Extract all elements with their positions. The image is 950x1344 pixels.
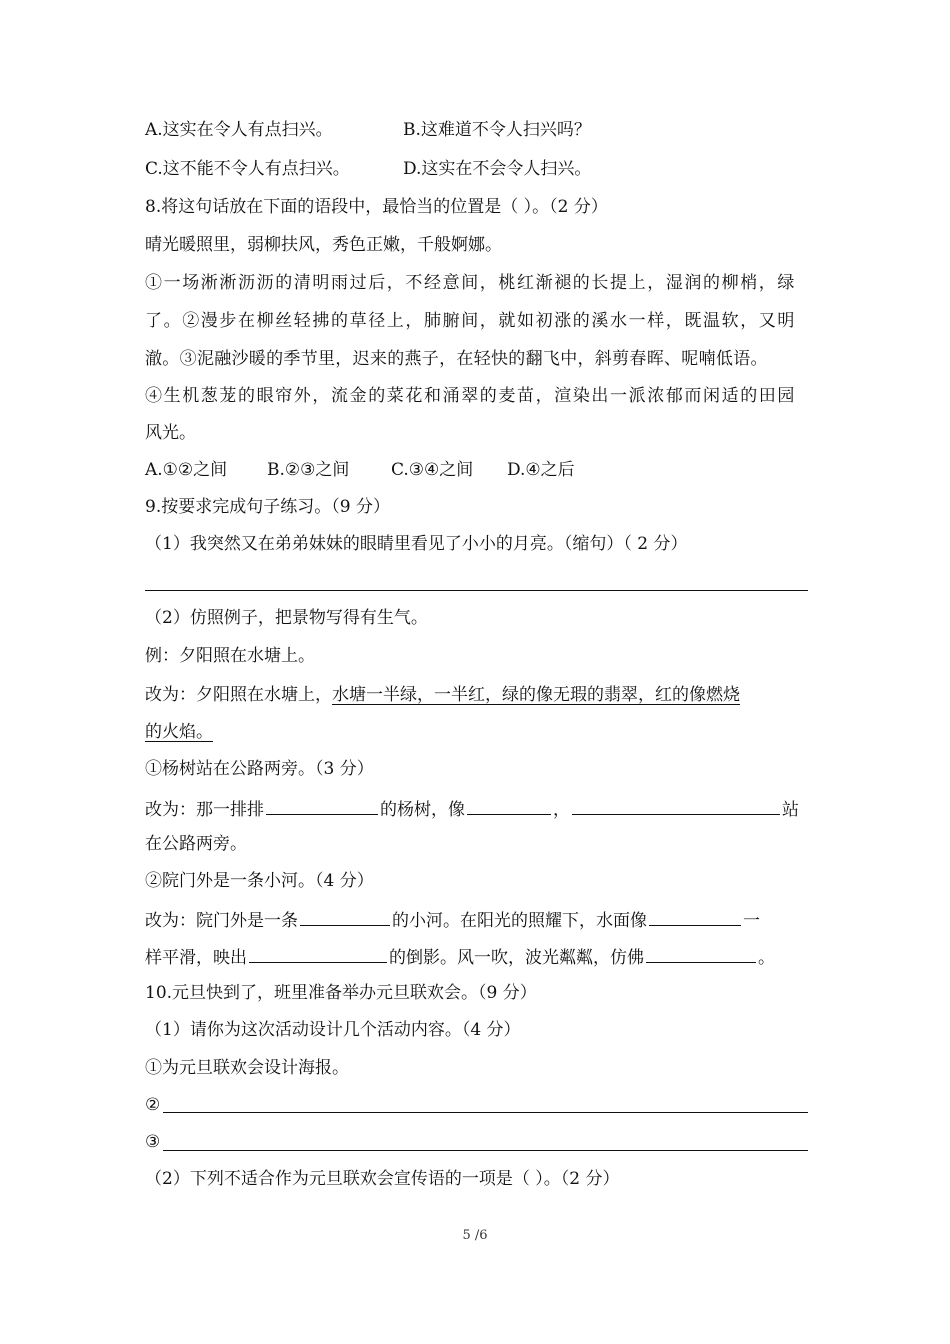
q9-part1-answer-line[interactable] xyxy=(145,590,808,591)
q9-s1-text-c: ， xyxy=(553,800,570,820)
q8-passage-line-3: 澈。③泥融沙暖的季节里，迟来的燕子，在轻快的翻飞中，斜剪春晖、呢喃低语。 xyxy=(145,349,768,369)
q10-stem: 10.元旦快到了，班里准备举办元旦联欢会。（9 分） xyxy=(145,983,537,1003)
q10-item-3-label: ③ xyxy=(145,1132,161,1152)
q9-s2-blank-2[interactable] xyxy=(649,907,741,926)
q9-sentence-2-rewrite-cont xyxy=(145,944,775,969)
q9-part1: （1）我突然又在弟弟妹妹的眼睛里看见了小小的月亮。（缩句）（ 2 分） xyxy=(145,534,688,554)
q10-part1: （1）请你为这次活动设计几个活动内容。（4 分） xyxy=(145,1020,521,1040)
q10-item-2-label: ② xyxy=(145,1095,161,1115)
q9-rewrite-line-2 xyxy=(145,721,213,743)
q7-options-row2 xyxy=(145,158,591,180)
q9-sentence-1-rewrite xyxy=(145,796,799,821)
q9-sentence-2: ②院门外是一条小河。（4 分） xyxy=(145,871,374,891)
q7-option-b: B.这难道不令人扫兴吗？ xyxy=(403,120,591,140)
q9-stem: 9.按要求完成句子练习。（9 分） xyxy=(145,497,390,517)
q8-passage-line-2: 了。②漫步在柳丝轻拂的草径上，肺腑间，就如初涨的溪水一样，既温软，又明 xyxy=(145,311,796,331)
q8-passage-line-1: ①一场淅淅沥沥的清明雨过后，不经意间，桃红渐褪的长提上，湿润的柳梢，绿 xyxy=(145,273,796,293)
q7-option-c: C.这不能不令人有点扫兴。 xyxy=(145,159,350,179)
q8-option-b: B.②③之间 xyxy=(267,460,350,480)
q8-stem: 8.将这句话放在下面的语段中，最恰当的位置是（ ）。（2 分） xyxy=(145,197,608,217)
q7-option-d: D.这实在不会令人扫兴。 xyxy=(403,159,592,179)
q9-s2-text-c: 一 xyxy=(743,911,760,931)
q9-s2-text-f: 。 xyxy=(758,948,775,968)
q9-sentence-1-rewrite-cont: 在公路两旁。 xyxy=(145,834,247,854)
q9-sentence-1: ①杨树站在公路两旁。（3 分） xyxy=(145,759,374,779)
q10-item-1: ①为元旦联欢会设计海报。 xyxy=(145,1058,349,1078)
q7-option-a: A.这实在令人有点扫兴。 xyxy=(145,120,333,140)
page-number: 5 /6 xyxy=(462,1228,488,1243)
q9-rewrite-underlined-1: 水塘一半绿，一半红，绿的像无瑕的翡翠，红的像燃烧 xyxy=(332,685,740,705)
q9-s2-text-b: 的小河。在阳光的照耀下，水面像 xyxy=(392,911,647,931)
q9-s2-blank-3[interactable] xyxy=(249,944,387,963)
q8-sentence: 晴光暖照里，弱柳扶风，秀色正嫩，千般婀娜。 xyxy=(145,235,502,255)
q8-passage-line-4: ④生机葱茏的眼帘外，流金的菜花和涌翠的麦苗，渲染出一派浓郁而闲适的田园 xyxy=(145,386,796,406)
q9-s2-text-e: 的倒影。风一吹，波光粼粼，仿佛 xyxy=(389,948,644,968)
q8-option-c: C.③④之间 xyxy=(391,460,474,480)
q9-rewrite-underlined-2: 的火焰。 xyxy=(145,722,213,742)
q9-sentence-2-rewrite xyxy=(145,907,760,932)
q9-s1-text-a: 改为：那一排排 xyxy=(145,800,264,820)
q8-option-a: A.①②之间 xyxy=(145,460,228,480)
q9-s1-text-d: 站 xyxy=(782,800,799,820)
q8-option-d: D.④之后 xyxy=(507,460,575,480)
q9-s1-text-b: 的杨树，像 xyxy=(380,800,465,820)
q9-s1-blank-3[interactable] xyxy=(572,796,780,815)
q9-s1-blank-1[interactable] xyxy=(266,796,378,815)
q8-passage-line-5: 风光。 xyxy=(145,423,196,443)
q10-part2: （2）下列不适合作为元旦联欢会宣传语的一项是（ ）。（2 分） xyxy=(145,1169,620,1189)
q10-item-2-answer-line[interactable] xyxy=(163,1112,808,1113)
q9-s1-blank-2[interactable] xyxy=(467,796,551,815)
q9-example: 例：夕阳照在水塘上。 xyxy=(145,646,315,666)
q8-options xyxy=(145,459,575,481)
q10-item-3-answer-line[interactable] xyxy=(163,1150,808,1151)
q9-part2: （2）仿照例子，把景物写得有生气。 xyxy=(145,608,428,628)
q9-s2-text-a: 改为：院门外是一条 xyxy=(145,911,298,931)
q9-rewrite-line-1 xyxy=(145,684,740,706)
q9-s2-text-d: 样平滑，映出 xyxy=(145,948,247,968)
q9-s2-blank-1[interactable] xyxy=(300,907,390,926)
q9-rewrite-prefix: 改为：夕阳照在水塘上， xyxy=(145,685,332,705)
q7-options-row1 xyxy=(145,119,591,141)
q9-s2-blank-4[interactable] xyxy=(646,944,756,963)
